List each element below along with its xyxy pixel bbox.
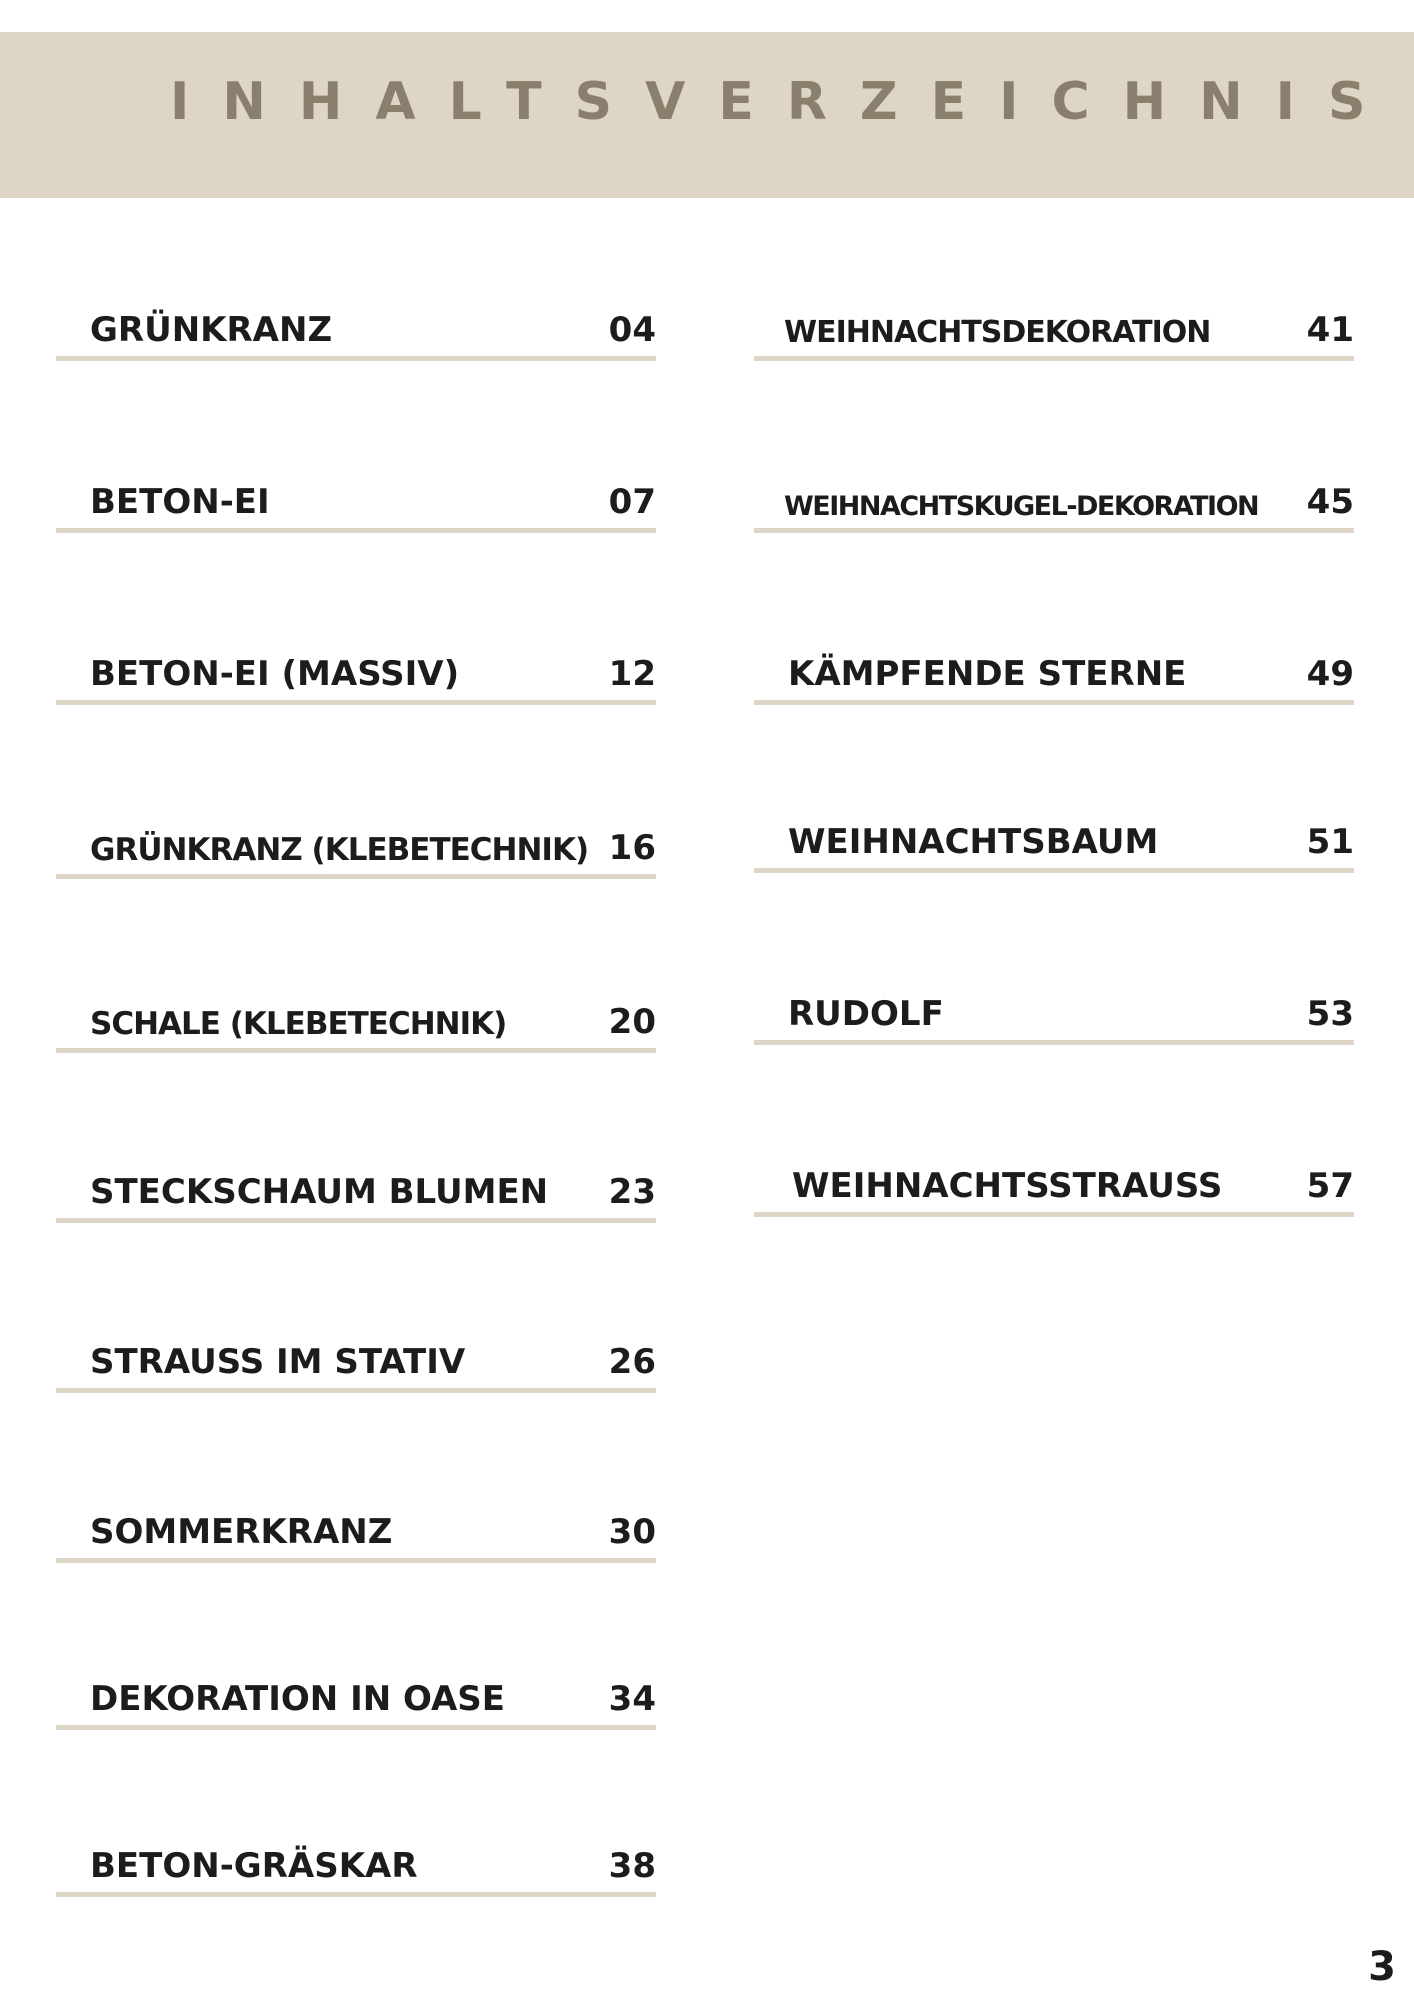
toc-item-page: 16 bbox=[608, 828, 656, 868]
toc-item-label: DEKORATION IN OASE bbox=[90, 1679, 506, 1719]
toc-item-label: WEIHNACHTSDEKORATION bbox=[784, 315, 1211, 350]
toc-item[interactable] bbox=[754, 810, 1354, 873]
toc-item-page: 30 bbox=[608, 1512, 656, 1552]
toc-item-label: GRÜNKRANZ (KLEBETECHNIK) bbox=[90, 832, 589, 868]
toc-item[interactable] bbox=[56, 1160, 656, 1223]
toc-item-page: 34 bbox=[608, 1679, 656, 1719]
toc-item[interactable] bbox=[754, 642, 1354, 705]
toc-item-label: SCHALE (KLEBETECHNIK) bbox=[90, 1006, 507, 1042]
toc-item-label: WEIHNACHTSBAUM bbox=[788, 822, 1159, 862]
toc-item-page: 12 bbox=[608, 654, 656, 694]
toc-item[interactable] bbox=[56, 298, 656, 361]
toc-item-label: BETON-GRÄSKAR bbox=[90, 1846, 418, 1886]
toc-item[interactable] bbox=[754, 298, 1354, 361]
toc-item-page: 04 bbox=[608, 310, 656, 350]
toc-item[interactable] bbox=[754, 470, 1354, 533]
toc-item-label: WEIHNACHTSKUGEL-DEKORATION bbox=[784, 491, 1259, 522]
toc-item[interactable] bbox=[56, 1330, 656, 1393]
toc-item-label: STECKSCHAUM BLUMEN bbox=[90, 1172, 549, 1212]
toc-item-page: 38 bbox=[608, 1846, 656, 1886]
toc-item-page: 41 bbox=[1306, 310, 1354, 350]
toc-item[interactable] bbox=[754, 1154, 1354, 1217]
toc-item[interactable] bbox=[56, 1500, 656, 1563]
toc-item[interactable] bbox=[56, 1667, 656, 1730]
page-title: INHALTSVERZEICHNIS bbox=[170, 72, 1399, 132]
page-number: 3 bbox=[1368, 1944, 1396, 1990]
toc-item[interactable] bbox=[56, 990, 656, 1053]
toc-item-label: GRÜNKRANZ bbox=[90, 310, 333, 350]
toc-item-label: SOMMERKRANZ bbox=[90, 1512, 393, 1552]
toc-item-page: 51 bbox=[1306, 822, 1354, 862]
toc-item-page: 45 bbox=[1306, 482, 1354, 522]
toc-item[interactable] bbox=[56, 642, 656, 705]
toc-item-label: BETON-EI bbox=[90, 482, 270, 522]
toc-item-label: BETON-EI (MASSIV) bbox=[90, 654, 460, 694]
toc-item[interactable] bbox=[754, 982, 1354, 1045]
toc-item[interactable] bbox=[56, 470, 656, 533]
toc-item[interactable] bbox=[56, 1834, 656, 1897]
toc-item-page: 53 bbox=[1306, 994, 1354, 1034]
toc-item-page: 57 bbox=[1306, 1166, 1354, 1206]
toc-item[interactable] bbox=[56, 816, 656, 879]
toc-item-label: STRAUSS IM STATIV bbox=[90, 1342, 466, 1382]
toc-item-page: 23 bbox=[608, 1172, 656, 1212]
toc-item-label: KÄMPFENDE STERNE bbox=[788, 654, 1187, 694]
toc-item-page: 20 bbox=[608, 1002, 656, 1042]
toc-item-page: 26 bbox=[608, 1342, 656, 1382]
toc-item-label: WEIHNACHTSSTRAUSS bbox=[792, 1166, 1223, 1206]
toc-item-page: 49 bbox=[1306, 654, 1354, 694]
toc-item-page: 07 bbox=[608, 482, 656, 522]
toc-item-label: RUDOLF bbox=[788, 994, 944, 1034]
